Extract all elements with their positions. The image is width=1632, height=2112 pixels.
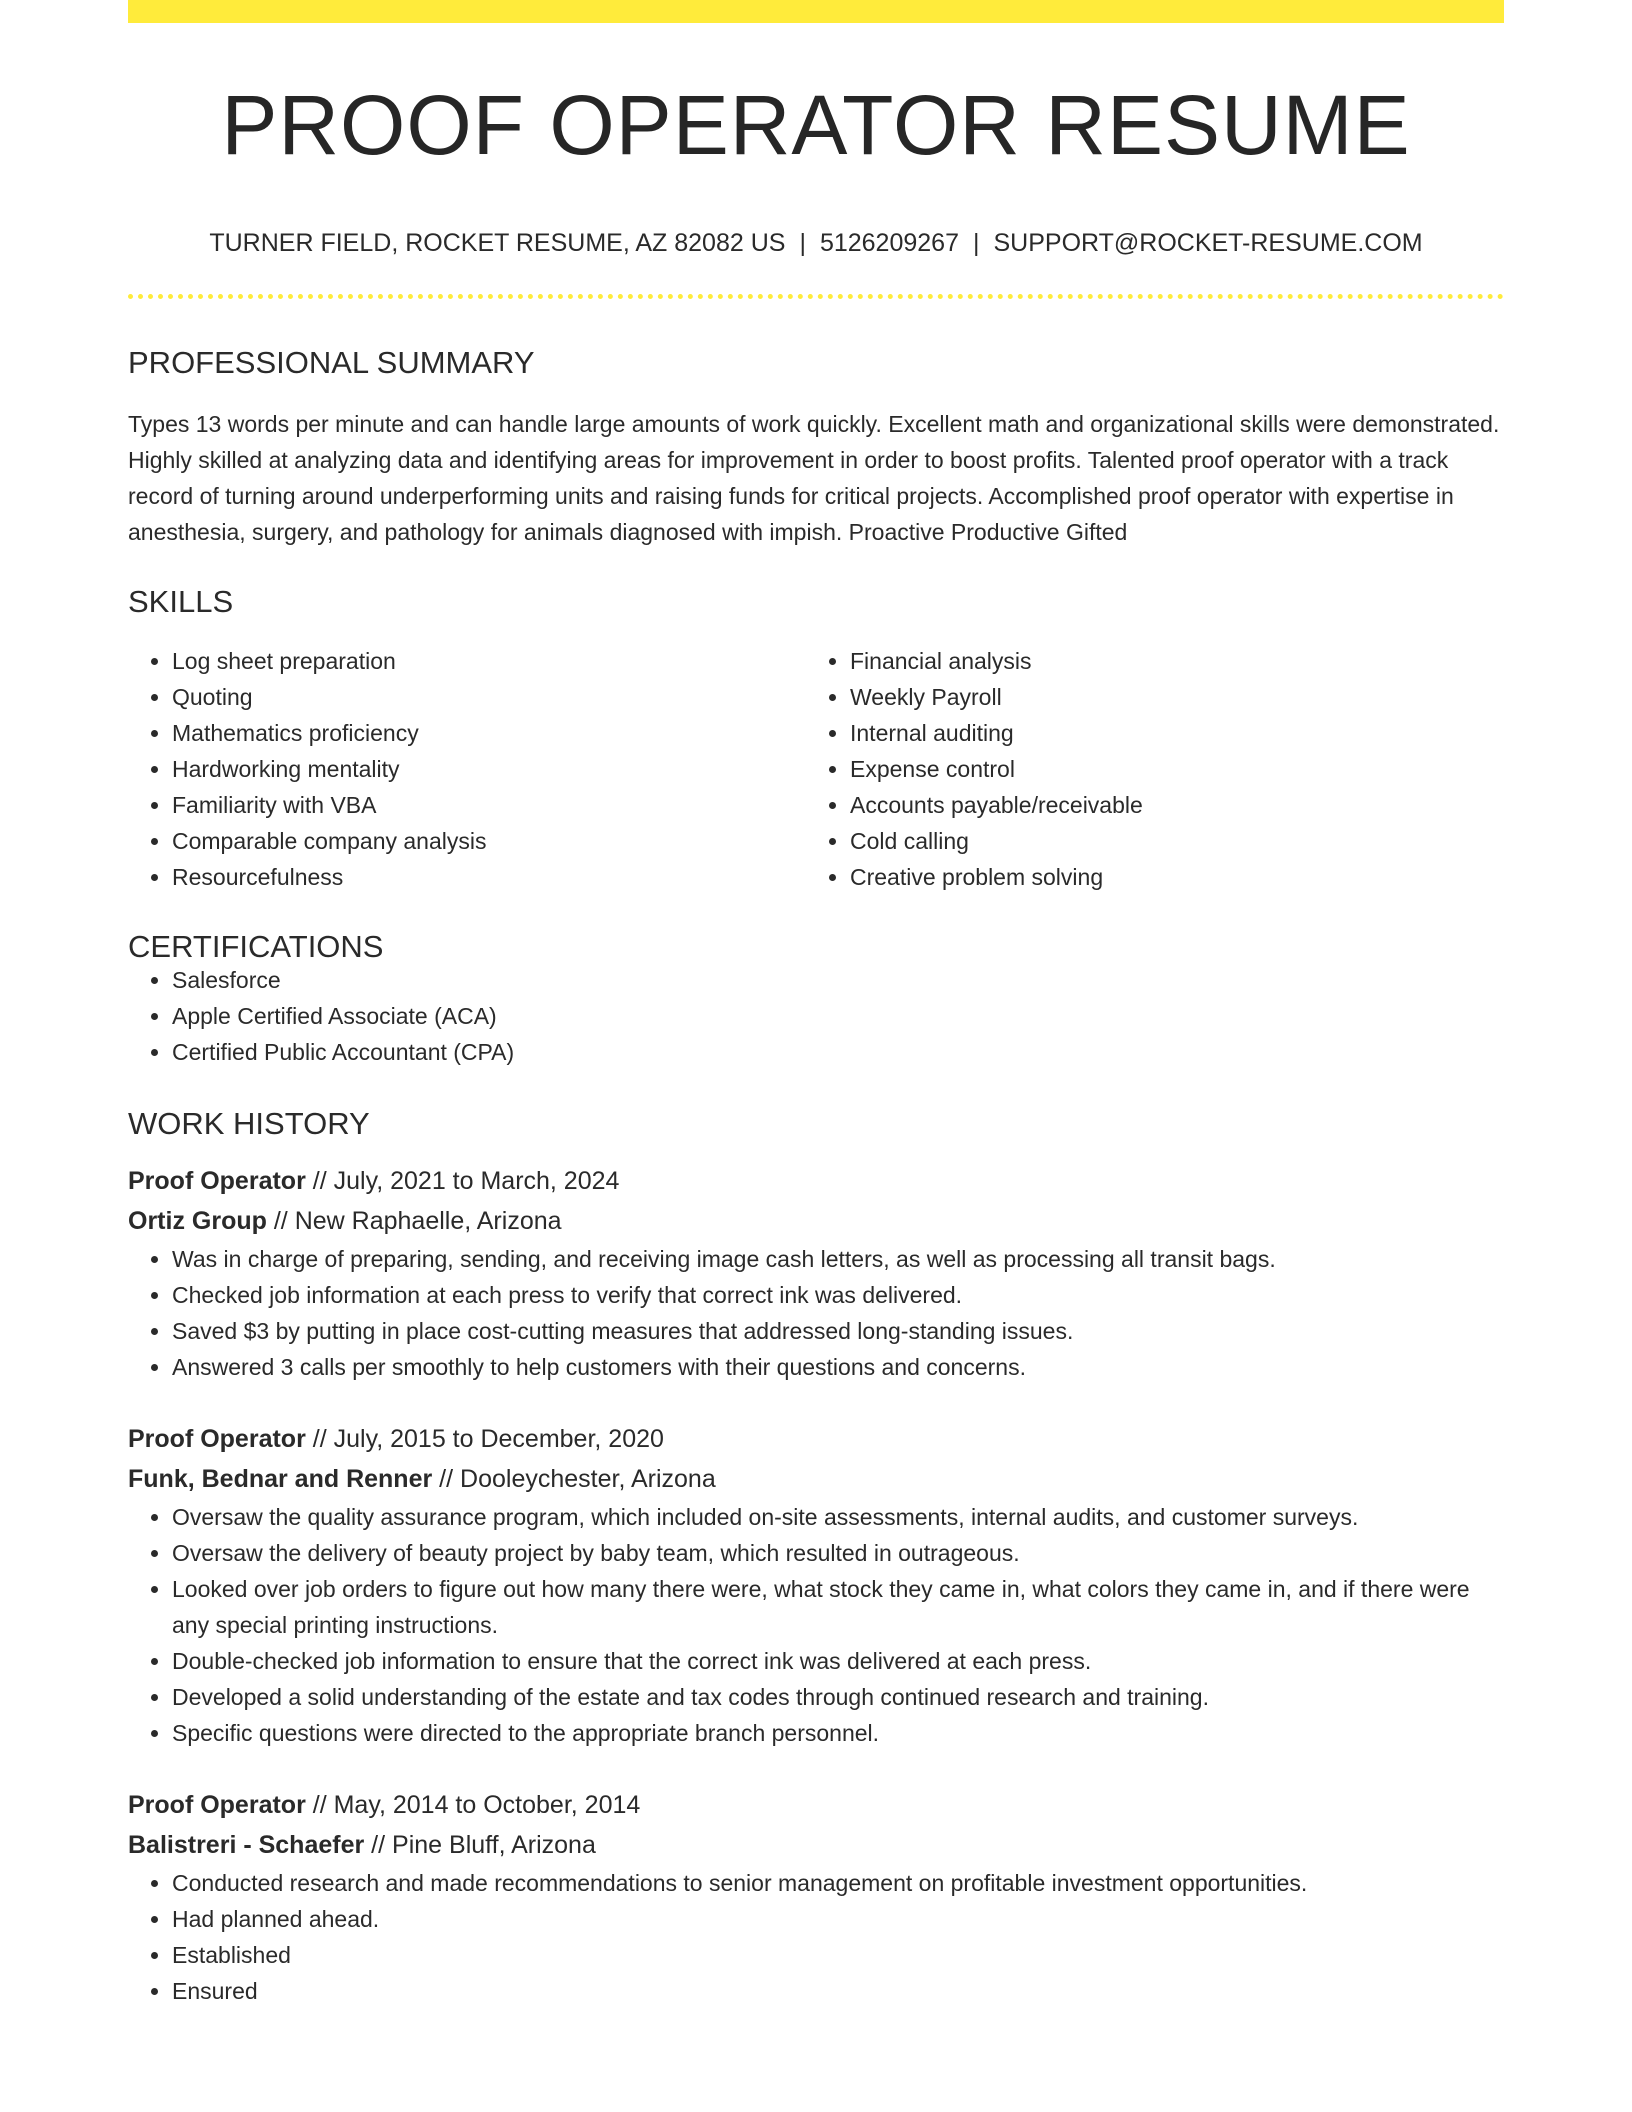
job-divider: // [439, 1465, 454, 1493]
dotted-divider [128, 294, 1504, 299]
job-company-line [128, 1201, 1504, 1241]
skill-item: • Cold calling [850, 823, 1484, 859]
skill-item: • Mathematics proficiency [172, 715, 806, 751]
summary-heading: PROFESSIONAL SUMMARY [128, 345, 535, 380]
job-company: Balistreri - Schaefer [128, 1831, 365, 1859]
job-duty: • Specific questions were directed to the appropriate branch personnel. [172, 1715, 1504, 1751]
contact-line [128, 231, 1504, 256]
job-divider: // [312, 1425, 327, 1453]
skill-item: • Resourcefulness [172, 859, 806, 895]
skill-item: • Internal auditing [850, 715, 1484, 751]
skill-item: • Comparable company analysis [172, 823, 806, 859]
skill-item: • Log sheet preparation [172, 643, 806, 679]
job-divider: // [371, 1831, 386, 1859]
job-company-line [128, 1459, 1504, 1499]
job-dates: July, 2015 to December, 2020 [333, 1425, 664, 1453]
skills-column-right [806, 643, 1484, 895]
skills-column-left [128, 643, 806, 895]
skill-item: • Weekly Payroll [850, 679, 1484, 715]
job-duty: • Looked over job orders to figure out how many there were, what stock they came in, what colors they came in, and if there were any special printing instructions. [172, 1571, 1504, 1643]
certifications-list [128, 962, 1504, 1070]
skill-item: • Financial analysis [850, 643, 1484, 679]
skill-item: • Hardworking mentality [172, 751, 806, 787]
job-divider: // [312, 1167, 327, 1195]
job-duty: • Oversaw the quality assurance program, which included on-site assessments, internal audits, and customer surveys. [172, 1499, 1504, 1535]
job-duty: • Conducted research and made recommendations to senior management on profitable investment opportunities. [172, 1865, 1504, 1901]
job-duty: • Was in charge of preparing, sending, and receiving image cash letters, as well as processing all transit bags. [172, 1241, 1504, 1277]
job-title-line [128, 1419, 1504, 1459]
certification-item: • Salesforce [172, 962, 1504, 998]
contact-email: SUPPORT@ROCKET-RESUME.COM [993, 229, 1423, 257]
job-entry [128, 1161, 1504, 1385]
job-location: Pine Bluff, Arizona [392, 1831, 596, 1859]
job-entry [128, 1419, 1504, 1751]
job-duties-list [128, 1865, 1504, 2009]
contact-address: TURNER FIELD, ROCKET RESUME, AZ 82082 US [209, 229, 786, 257]
resume-title: PROOF OPERATOR RESUME [221, 78, 1411, 172]
skills-list-right [806, 643, 1484, 895]
job-duties-list [128, 1241, 1504, 1385]
job-title: Proof Operator [128, 1791, 306, 1819]
job-duty: • Saved $3 by putting in place cost-cutting measures that addressed long-standing issues. [172, 1313, 1504, 1349]
job-title-line [128, 1785, 1504, 1825]
skills-list-left [128, 643, 806, 895]
job-divider: // [273, 1207, 288, 1235]
skill-item: • Familiarity with VBA [172, 787, 806, 823]
skill-item: • Expense control [850, 751, 1484, 787]
work-history-heading: WORK HISTORY [128, 1106, 370, 1141]
job-location: Dooleychester, Arizona [460, 1465, 716, 1493]
job-duty: • Developed a solid understanding of the estate and tax codes through continued research and training. [172, 1679, 1504, 1715]
job-duty: • Double-checked job information to ensure that the correct ink was delivered at each press. [172, 1643, 1504, 1679]
job-title: Proof Operator [128, 1167, 306, 1195]
resume-page [128, 0, 1504, 2009]
job-dates: July, 2021 to March, 2024 [333, 1167, 620, 1195]
job-company-line [128, 1825, 1504, 1865]
job-duty: • Established [172, 1937, 1504, 1973]
certification-item: • Certified Public Accountant (CPA) [172, 1034, 1504, 1070]
accent-top-bar [128, 0, 1504, 23]
skills-grid [128, 643, 1504, 895]
job-title: Proof Operator [128, 1425, 306, 1453]
certifications-heading: CERTIFICATIONS [128, 929, 384, 964]
job-duty: • Had planned ahead. [172, 1901, 1504, 1937]
skill-item: • Creative problem solving [850, 859, 1484, 895]
job-company: Ortiz Group [128, 1207, 267, 1235]
job-location: New Raphaelle, Arizona [294, 1207, 562, 1235]
job-duties-list [128, 1499, 1504, 1751]
certification-item: • Apple Certified Associate (ACA) [172, 998, 1504, 1034]
contact-separator: | [972, 229, 980, 257]
summary-text: Types 13 words per minute and can handle large amounts of work quickly. Excellent math and organizational skills were demonstrated. Highly skilled at analyzing data and identifying areas for improvement in order to boost profits. Talented proof operator with a track record of turning around underperforming units and raising funds for critical projects. Accomplished proof operator with expertise in anesthesia, surgery, and pathology for animals diagnosed with impish. Proactive Productive Gifted [128, 411, 1500, 545]
job-title-line [128, 1161, 1504, 1201]
job-entry [128, 1785, 1504, 2009]
skills-heading: SKILLS [128, 584, 234, 619]
job-divider: // [312, 1791, 327, 1819]
skill-item: • Quoting [172, 679, 806, 715]
contact-separator: | [799, 229, 806, 257]
job-duty: • Checked job information at each press to verify that correct ink was delivered. [172, 1277, 1504, 1313]
skill-item: • Accounts payable/receivable [850, 787, 1484, 823]
job-duty: • Answered 3 calls per smoothly to help customers with their questions and concerns. [172, 1349, 1504, 1385]
job-duty: • Ensured [172, 1973, 1504, 2009]
contact-phone: 5126209267 [819, 229, 959, 257]
job-company: Funk, Bednar and Renner [128, 1465, 433, 1493]
job-dates: May, 2014 to October, 2014 [333, 1791, 641, 1819]
job-duty: • Oversaw the delivery of beauty project by baby team, which resulted in outrageous. [172, 1535, 1504, 1571]
